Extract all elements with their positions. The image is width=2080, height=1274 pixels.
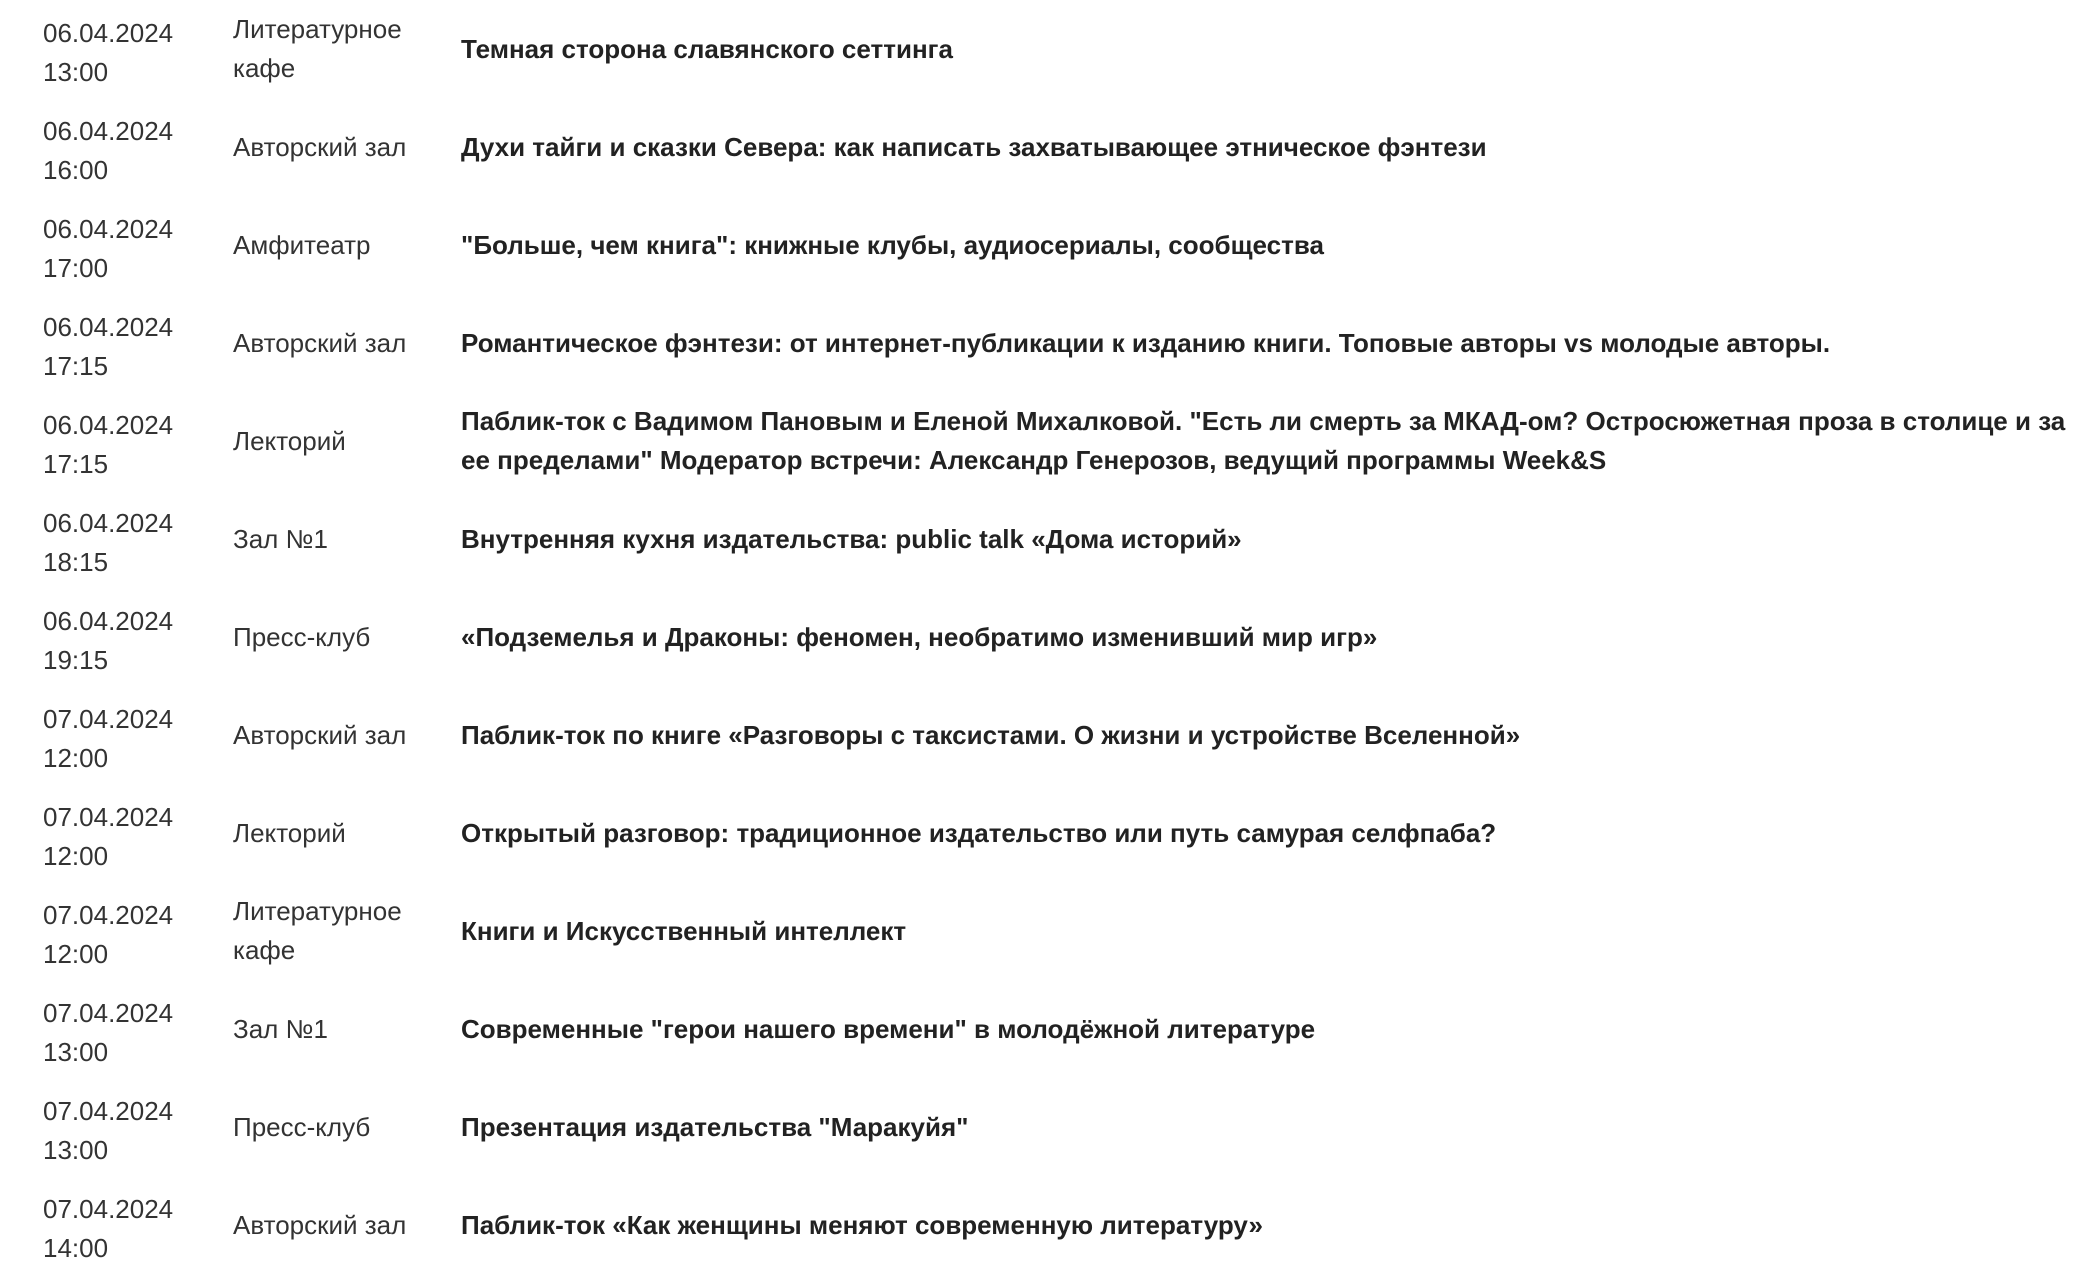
event-datetime <box>43 1190 213 1268</box>
event-row <box>0 294 2080 392</box>
event-row <box>0 980 2080 1078</box>
event-time: 14:00 <box>43 1233 109 1263</box>
event-date: 07.04.2024 <box>43 998 174 1028</box>
event-time: 19:15 <box>43 645 109 675</box>
event-date: 07.04.2024 <box>43 1096 174 1126</box>
event-date: 07.04.2024 <box>43 802 174 832</box>
event-time: 17:15 <box>43 449 109 479</box>
event-hall-label: Авторский зал <box>233 327 407 358</box>
event-datetime <box>43 602 213 680</box>
event-title[interactable] <box>461 98 2080 196</box>
event-title[interactable] <box>461 784 2080 882</box>
event-title[interactable] <box>461 588 2080 686</box>
event-title[interactable] <box>461 196 2080 294</box>
event-title-link[interactable]: Паблик-ток «Как женщины меняют современную литературу» <box>461 1209 1263 1240</box>
event-hall-label: Зал №1 <box>233 523 328 554</box>
event-hall-label: Амфитеатр <box>233 229 371 260</box>
event-title[interactable] <box>461 0 2080 98</box>
event-hall <box>233 392 443 490</box>
event-title[interactable] <box>461 490 2080 588</box>
event-title-link[interactable]: Темная сторона славянского сеттинга <box>461 33 953 64</box>
event-time: 13:00 <box>43 1037 109 1067</box>
event-datetime <box>43 896 213 974</box>
event-hall-label: Пресс-клуб <box>233 621 371 652</box>
event-hall-label: Литературное кафе <box>233 14 402 83</box>
event-title-link[interactable]: Книги и Искусственный интеллект <box>461 915 907 946</box>
event-title[interactable] <box>461 392 2080 490</box>
event-hall <box>233 1078 443 1176</box>
event-row <box>0 392 2080 490</box>
event-row <box>0 686 2080 784</box>
event-datetime <box>43 1092 213 1170</box>
event-hall-label: Пресс-клуб <box>233 1111 371 1142</box>
event-title-link[interactable]: «Подземелья и Драконы: феномен, необратимо изменивший мир игр» <box>461 621 1378 652</box>
event-hall <box>233 980 443 1078</box>
event-title-link[interactable]: "Больше, чем книга": книжные клубы, аудиосериалы, сообщества <box>461 229 1324 260</box>
event-time: 18:15 <box>43 547 109 577</box>
event-hall <box>233 784 443 882</box>
event-datetime <box>43 994 213 1072</box>
event-hall <box>233 196 443 294</box>
event-title[interactable] <box>461 686 2080 784</box>
event-date: 06.04.2024 <box>43 116 174 146</box>
event-hall-label: Авторский зал <box>233 131 407 162</box>
event-title[interactable] <box>461 1078 2080 1176</box>
event-time: 12:00 <box>43 841 109 871</box>
event-row <box>0 490 2080 588</box>
event-date: 06.04.2024 <box>43 214 174 244</box>
event-row <box>0 98 2080 196</box>
event-date: 06.04.2024 <box>43 508 174 538</box>
event-title[interactable] <box>461 980 2080 1078</box>
event-hall <box>233 1176 443 1274</box>
event-time: 17:15 <box>43 351 109 381</box>
event-title-link[interactable]: Открытый разговор: традиционное издательство или путь самурая селфпаба? <box>461 817 1497 848</box>
event-date: 07.04.2024 <box>43 1194 174 1224</box>
event-datetime <box>43 14 213 92</box>
event-hall-label: Зал №1 <box>233 1013 328 1044</box>
event-datetime <box>43 700 213 778</box>
event-hall <box>233 686 443 784</box>
event-hall-label: Авторский зал <box>233 1209 407 1240</box>
event-datetime <box>43 798 213 876</box>
event-row <box>0 784 2080 882</box>
event-row <box>0 1078 2080 1176</box>
event-date: 06.04.2024 <box>43 312 174 342</box>
event-hall-label: Лекторий <box>233 425 346 456</box>
event-hall-label: Литературное кафе <box>233 896 402 965</box>
event-row <box>0 0 2080 98</box>
event-time: 12:00 <box>43 743 109 773</box>
event-title-link[interactable]: Паблик-ток по книге «Разговоры с таксистами. О жизни и устройстве Вселенной» <box>461 719 1521 750</box>
event-hall <box>233 490 443 588</box>
event-row <box>0 196 2080 294</box>
event-datetime <box>43 308 213 386</box>
event-time: 12:00 <box>43 939 109 969</box>
event-datetime <box>43 112 213 190</box>
event-time: 13:00 <box>43 1135 109 1165</box>
event-date: 06.04.2024 <box>43 18 174 48</box>
event-hall <box>233 294 443 392</box>
event-title-link[interactable]: Современные "герои нашего времени" в молодёжной литературе <box>461 1013 1316 1044</box>
event-hall <box>233 882 443 980</box>
event-date: 06.04.2024 <box>43 410 174 440</box>
event-title-link[interactable]: Духи тайги и сказки Севера: как написать захватывающее этническое фэнтези <box>461 131 1487 162</box>
event-row <box>0 1176 2080 1274</box>
event-time: 16:00 <box>43 155 109 185</box>
event-date: 07.04.2024 <box>43 900 174 930</box>
event-title[interactable] <box>461 882 2080 980</box>
event-hall-label: Лекторий <box>233 817 346 848</box>
event-datetime <box>43 406 213 484</box>
event-date: 06.04.2024 <box>43 606 174 636</box>
event-title[interactable] <box>461 294 2080 392</box>
event-row <box>0 882 2080 980</box>
event-title[interactable] <box>461 1176 2080 1274</box>
event-hall <box>233 0 443 98</box>
event-title-link[interactable]: Романтическое фэнтези: от интернет-публикации к изданию книги. Топовые авторы vs молодые авторы. <box>461 327 1831 358</box>
event-hall <box>233 98 443 196</box>
event-title-link[interactable]: Презентация издательства "Маракуйя" <box>461 1111 969 1142</box>
event-title-link[interactable]: Внутренняя кухня издательства: public talk «Дома историй» <box>461 523 1242 554</box>
event-datetime <box>43 504 213 582</box>
event-time: 17:00 <box>43 253 109 283</box>
event-title-link[interactable]: Паблик-ток с Вадимом Пановым и Еленой Михалковой. "Есть ли смерть за МКАД-ом? Остросюжетная проза в столице и за ее пределами" Модератор встречи: Александр Генерозов, ведущий программы Week&S <box>461 406 2066 475</box>
event-date: 07.04.2024 <box>43 704 174 734</box>
event-datetime <box>43 210 213 288</box>
event-time: 13:00 <box>43 57 109 87</box>
event-hall-label: Авторский зал <box>233 719 407 750</box>
event-hall <box>233 588 443 686</box>
event-row <box>0 588 2080 686</box>
